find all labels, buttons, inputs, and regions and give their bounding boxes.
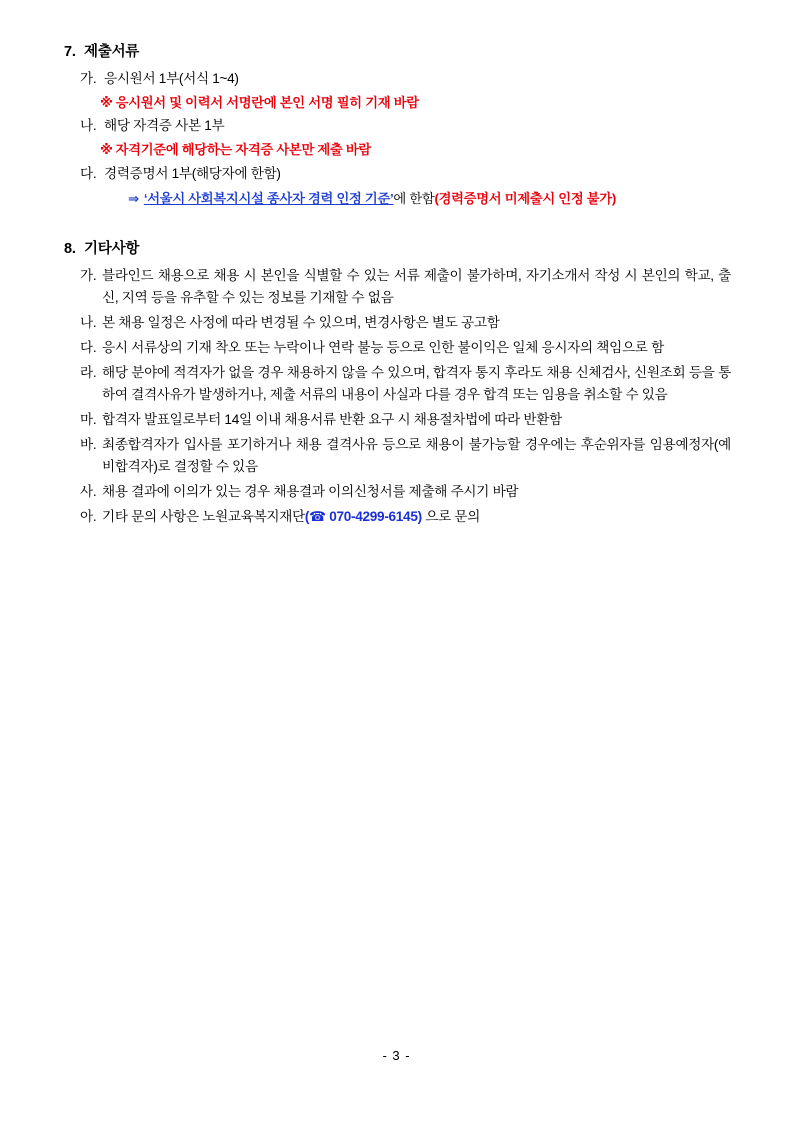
item-marker: 다. [80, 165, 97, 181]
section-8-number: 8. [64, 240, 76, 257]
section-8-label: 기타사항 [84, 240, 140, 257]
item-text: 블라인드 채용으로 채용 시 본인을 식별할 수 있는 서류 제출이 불가하며, 자기소개서 작성 시 본인의 학교, 출신, 지역 등을 유추할 수 있는 정보를 기재할 수 없음 [102, 267, 731, 305]
note-mark-icon: ※ [100, 142, 113, 158]
list-item [62, 312, 731, 334]
career-criteria-quoted: ‘서울시 사회복지시설 종사자 경력 인정 기준’ [143, 190, 394, 206]
note-line [62, 92, 731, 113]
section-7-title [62, 40, 731, 61]
note-text: 응시원서 및 이력서 서명란에 본인 서명 필히 기재 바람 [115, 95, 419, 111]
note-line [62, 139, 731, 160]
item-text: 경력증명서 1부(해당자에 한함) [104, 165, 281, 181]
list-item [62, 434, 731, 478]
contact-phone [305, 509, 422, 524]
contact-text-after: 으로 문의 [425, 509, 481, 524]
item-marker: 사. [80, 483, 97, 499]
item-marker: 가. [80, 71, 97, 86]
phone-open-paren: ( [304, 509, 310, 524]
telephone-icon: ☎ [309, 509, 326, 525]
item-text: 본 채용 일정은 사정에 따라 변경될 수 있으며, 변경사항은 별도 공고함 [102, 314, 500, 330]
item-text [102, 506, 731, 528]
list-item [62, 115, 731, 137]
list-item [62, 409, 731, 431]
section-7-number: 7. [64, 44, 76, 60]
phone-number: 070-4299-6145) [329, 509, 422, 524]
item-text: 최종합격자가 입사를 포기하거나 채용 결격사유 등으로 채용이 불가능할 경우에는 후순위자를 임용예정자(예비합격자)로 결정할 수 있음 [102, 436, 731, 474]
note-mark-icon: ※ [100, 95, 113, 111]
section-submission-documents [62, 40, 731, 209]
item-text: 합격자 발표일로부터 14일 이내 채용서류 반환 요구 시 채용절차법에 따라 반환함 [102, 411, 562, 427]
item-text: 채용 결과에 이의가 있는 경우 채용결과 이의신청서를 제출해 주시기 바람 [102, 483, 519, 499]
section-spacer [62, 215, 731, 237]
contact-text-before: 기타 문의 사항은 노원교육복지재단 [102, 509, 305, 524]
career-criteria-tail: 에 한함 [393, 190, 435, 206]
item-marker: 라. [80, 364, 97, 380]
list-item [62, 362, 731, 406]
page-number: - 3 - [382, 1048, 411, 1063]
item-marker: 가. [80, 267, 97, 283]
list-item [62, 163, 731, 185]
item-text: 응시원서 1부(서식 1~4) [104, 71, 239, 86]
career-criteria-warning: (경력증명서 미제출시 인정 불가) [434, 190, 616, 206]
list-item [62, 68, 731, 90]
item-marker: 아. [80, 509, 97, 524]
career-criteria-line [62, 188, 731, 209]
list-item [62, 481, 731, 503]
item-text: 응시 서류상의 기재 착오 또는 누락이나 연락 불능 등으로 인한 불이익은 일체 응시자의 책임으로 함 [102, 339, 664, 355]
item-marker: 나. [80, 314, 97, 330]
item-text: 해당 분야에 적격자가 없을 경우 채용하지 않을 수 있으며, 합격자 통지 후라도 채용 신체검사, 신원조회 등을 통하여 결격사유가 발생하거나, 제출 서류의 내용이 사실과 다를 경우 합격 또는 임용을 취소할 수 있음 [102, 364, 731, 402]
list-item [62, 265, 731, 309]
item-text: 해당 자격증 사본 1부 [104, 118, 225, 134]
item-marker: 나. [80, 118, 97, 134]
section-other-matters [62, 237, 731, 528]
item-marker: 바. [80, 436, 97, 452]
section-8-title [62, 237, 731, 258]
list-item [62, 337, 731, 359]
list-item-contact [62, 506, 731, 528]
section-7-label: 제출서류 [84, 44, 140, 60]
item-marker: 마. [80, 411, 97, 427]
note-text: 자격기준에 해당하는 자격증 사본만 제출 바람 [115, 142, 371, 158]
item-marker: 다. [80, 339, 97, 355]
arrow-right-icon: ⇒ [128, 190, 139, 206]
